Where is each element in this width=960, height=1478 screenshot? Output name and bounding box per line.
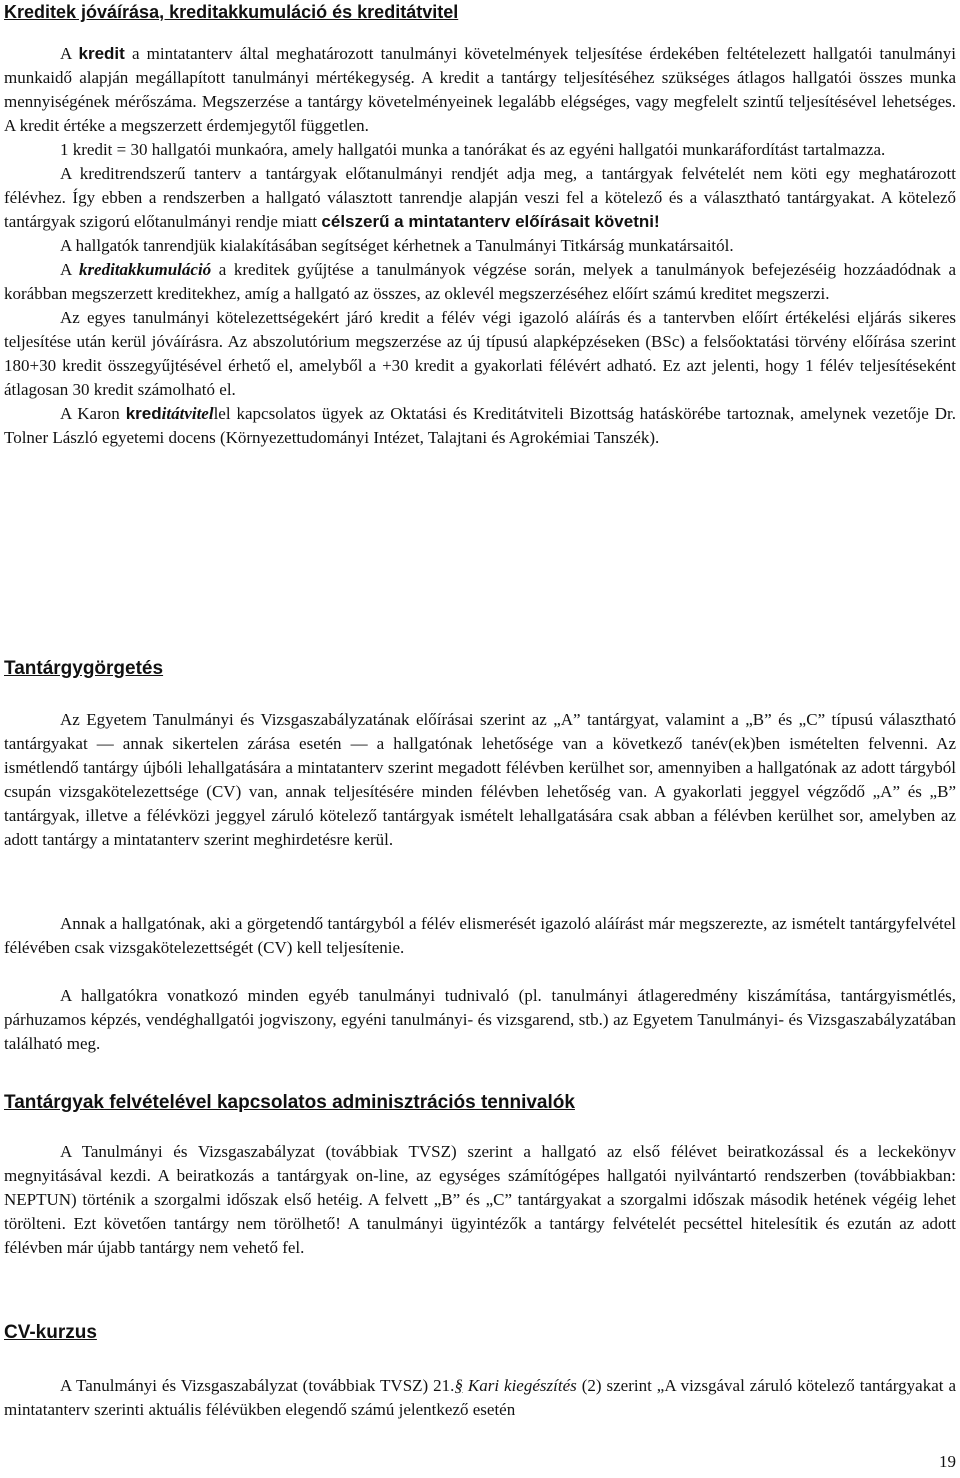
- intro-section: [4, 42, 956, 450]
- heading-cv-kurzus: CV-kurzus: [4, 1322, 97, 1343]
- emphasis-text: célszerű a mintatanterv előírásait követni!: [321, 212, 660, 231]
- paragraph: Az Egyetem Tanulmányi és Vizsgaszabályzatának előírásai szerint az „A” tantárgyat, valamint a „B” és „C” típusú választható tantárgyakat — annak sikertelen zárása esetén — a hallgatónak lehetősége van a következő tanév(ek)ben ismételten felvenni. Az ismétlendő tantárgy újbóli lehallgatására a mintatanterv szerint megadott félévben kerülhet sor, amennyiben a hallgatónak az adott tárgyból csupán vizsgakötelezettsége (CV) van, annak teljesítésére minden félévben lehetőség van. A gyakorlati jeggyel végződő „A” és „B” tantárgyak, illetve a félévközi jeggyel záruló kötelező tantárgyak ismételt lehallgatására csak abban a félévben kerülhet sor, amelyben az adott tantárgy a mintatanterv szerint meghirdetésre kerül.: [4, 710, 956, 849]
- paragraph-credit-hours: 1 kredit = 30 hallgatói munkaóra, amely hallgatói munka a tanórákat és az egyéni hallgatói munkaráfordítást tartalmazza.: [60, 140, 886, 159]
- section-paragraph: [4, 708, 956, 852]
- text: (2) szerint „A vizsgával záruló kötelező tantárgyakat a mintatanterv szerinti aktuális félévükben elegendő számú jelentkező esetén: [4, 1376, 956, 1419]
- section-paragraph: [4, 1140, 956, 1260]
- section-paragraph: [4, 1374, 956, 1422]
- text: a mintatanterv által meghatározott tanulmányi követelmények teljesítése érdekében feltételezett hallgatói tanulmányi munkaidő alapján megállapított tanulmányi mértékegység. A kredit a tantárgy teljesítéséhez szükséges átlagos hallgatói összes munka mennyiségének mérőszáma. Megszerzése a tantárgy követelményeinek legalább elégséges, vagy megfelelt szintű teljesítésével lehetséges. A kredit értéke a megszerzett érdemjegytől független.: [4, 44, 957, 135]
- heading-admin-tasks: Tantárgyak felvételével kapcsolatos adminisztrációs tennivalók: [4, 1092, 575, 1113]
- main-heading: Kreditek jóváírása, kreditakkumuláció és kreditátvitel: [4, 2, 459, 22]
- section-paragraph: [4, 912, 956, 960]
- keyword-kredit: kredit: [78, 44, 125, 63]
- page-number: 19: [939, 1452, 956, 1471]
- text: a kreditek gyűjtése a tanulmányok végzése során, melyek a tanulmányok befejezéséig hozzáadódnak a korábban megszerzett kreditekhez, amíg a hallgató az összes, az oklevél megszerzéséhez előírt számú kreditet megszerzi.: [4, 260, 957, 303]
- text: lel kapcsolatos ügyek az Oktatási és Kreditátviteli Bizottság hatáskörébe tartoznak, amelynek vezetője Dr. Tolner László egyetemi docens (Környezettudományi Intézet, Talajtani és Agrokémiai Tanszék).: [4, 404, 957, 447]
- paragraph: A Tanulmányi és Vizsgaszabályzat (továbbiak TVSZ) szerint a hallgató az első félévet beiratkozással és a leckekönyv megnyitásával kezdi. A beiratkozás a tantárgyak on-line, az egységes számítógépes hallgatói nyilvántartó rendszerben (továbbiakban: NEPTUN) történik a szorgalmi időszak első hetéig. A felvett „B” és „C” tantárgyakat a szorgalmi időszak második hetének végéig lehet törölteni. Ezt követően tantárgy nem törölhető! A tanulmányi ügyintézők a tantárgy felvételét pecséttel hitelesítik és ezután az adott félévben már újabb tantárgy nem vehető fel.: [4, 1142, 956, 1257]
- section-sign: §: [454, 1376, 463, 1395]
- keyword-part: itátvitel: [161, 404, 214, 423]
- keyword-kreditakkumulacio: kreditakkumuláció: [78, 260, 212, 279]
- paragraph-accumulation: [4, 258, 956, 306]
- heading-tantargygorgetes: Tantárgygörgetés: [4, 658, 164, 679]
- paragraph-secretariat: A hallgatók tanrendjük kialakításában segítséget kérhetnek a Tanulmányi Titkárság munkatársaitól.: [60, 236, 734, 255]
- paragraph-credit-definition: [4, 42, 956, 138]
- paragraph: Annak a hallgatónak, aki a görgetendő tantárgyból a félév elismerését igazoló aláírást már megszerezte, az ismételt tantárgyfelvétel félévében csak vizsgakötelezettségét (CV) kell teljesítenie.: [4, 914, 956, 957]
- text: A: [60, 44, 79, 63]
- text: A Tanulmányi és Vizsgaszabályzat (továbbiak TVSZ) 21.: [60, 1376, 455, 1395]
- paragraph-credit-crediting: Az egyes tanulmányi kötelezettségekért járó kredit a félév végi igazoló aláírás és a tantervben előírt értékelési eljárás sikeres teljesítése után kerül jóváírásra. Az abszolutórium megszerzése az új típusú alapképzéseken (BSc) a felsőoktatási törvény előírása szerint 180+30 kredit összegyűjtésével érhető el, amelyből a +30 kredit a gyakorlati félévért adható. Ez azt jelenti, hogy 1 félév teljesítéseként átlagosan 30 kredit számolható el.: [4, 308, 956, 399]
- paragraph-credit-system: [4, 162, 956, 234]
- text: A: [60, 260, 79, 279]
- keyword-part: kred: [125, 404, 162, 423]
- paragraph: [4, 1374, 956, 1422]
- italic-text: Kari kiegészítés: [462, 1376, 577, 1395]
- text: A Karon: [60, 404, 126, 423]
- paragraph-credit-transfer: [4, 402, 956, 450]
- section-paragraph: [4, 984, 956, 1056]
- paragraph: A hallgatókra vonatkozó minden egyéb tanulmányi tudnivaló (pl. tanulmányi átlageredmény kiszámítása, tantárgyismétlés, párhuzamos képzés, vendéghallgatói jogviszony, egyéni tanulmányi- és vizsgarend, stb.) az Egyetem Tanulmányi- és Vizsgaszabályzatában található meg.: [4, 986, 956, 1053]
- text: A kreditrendszerű tanterv a tantárgyak előtanulmányi rendjét adja meg, a tantárgyak felvételét nem köti egy meghatározott félévhez. Így ebben a rendszerben a hallgató választott tanrendje alapján veszi fel a kötelező és a választható tantárgyakat. A kötelező tantárgyak szigorú előtanulmányi rendje miatt: [4, 164, 956, 231]
